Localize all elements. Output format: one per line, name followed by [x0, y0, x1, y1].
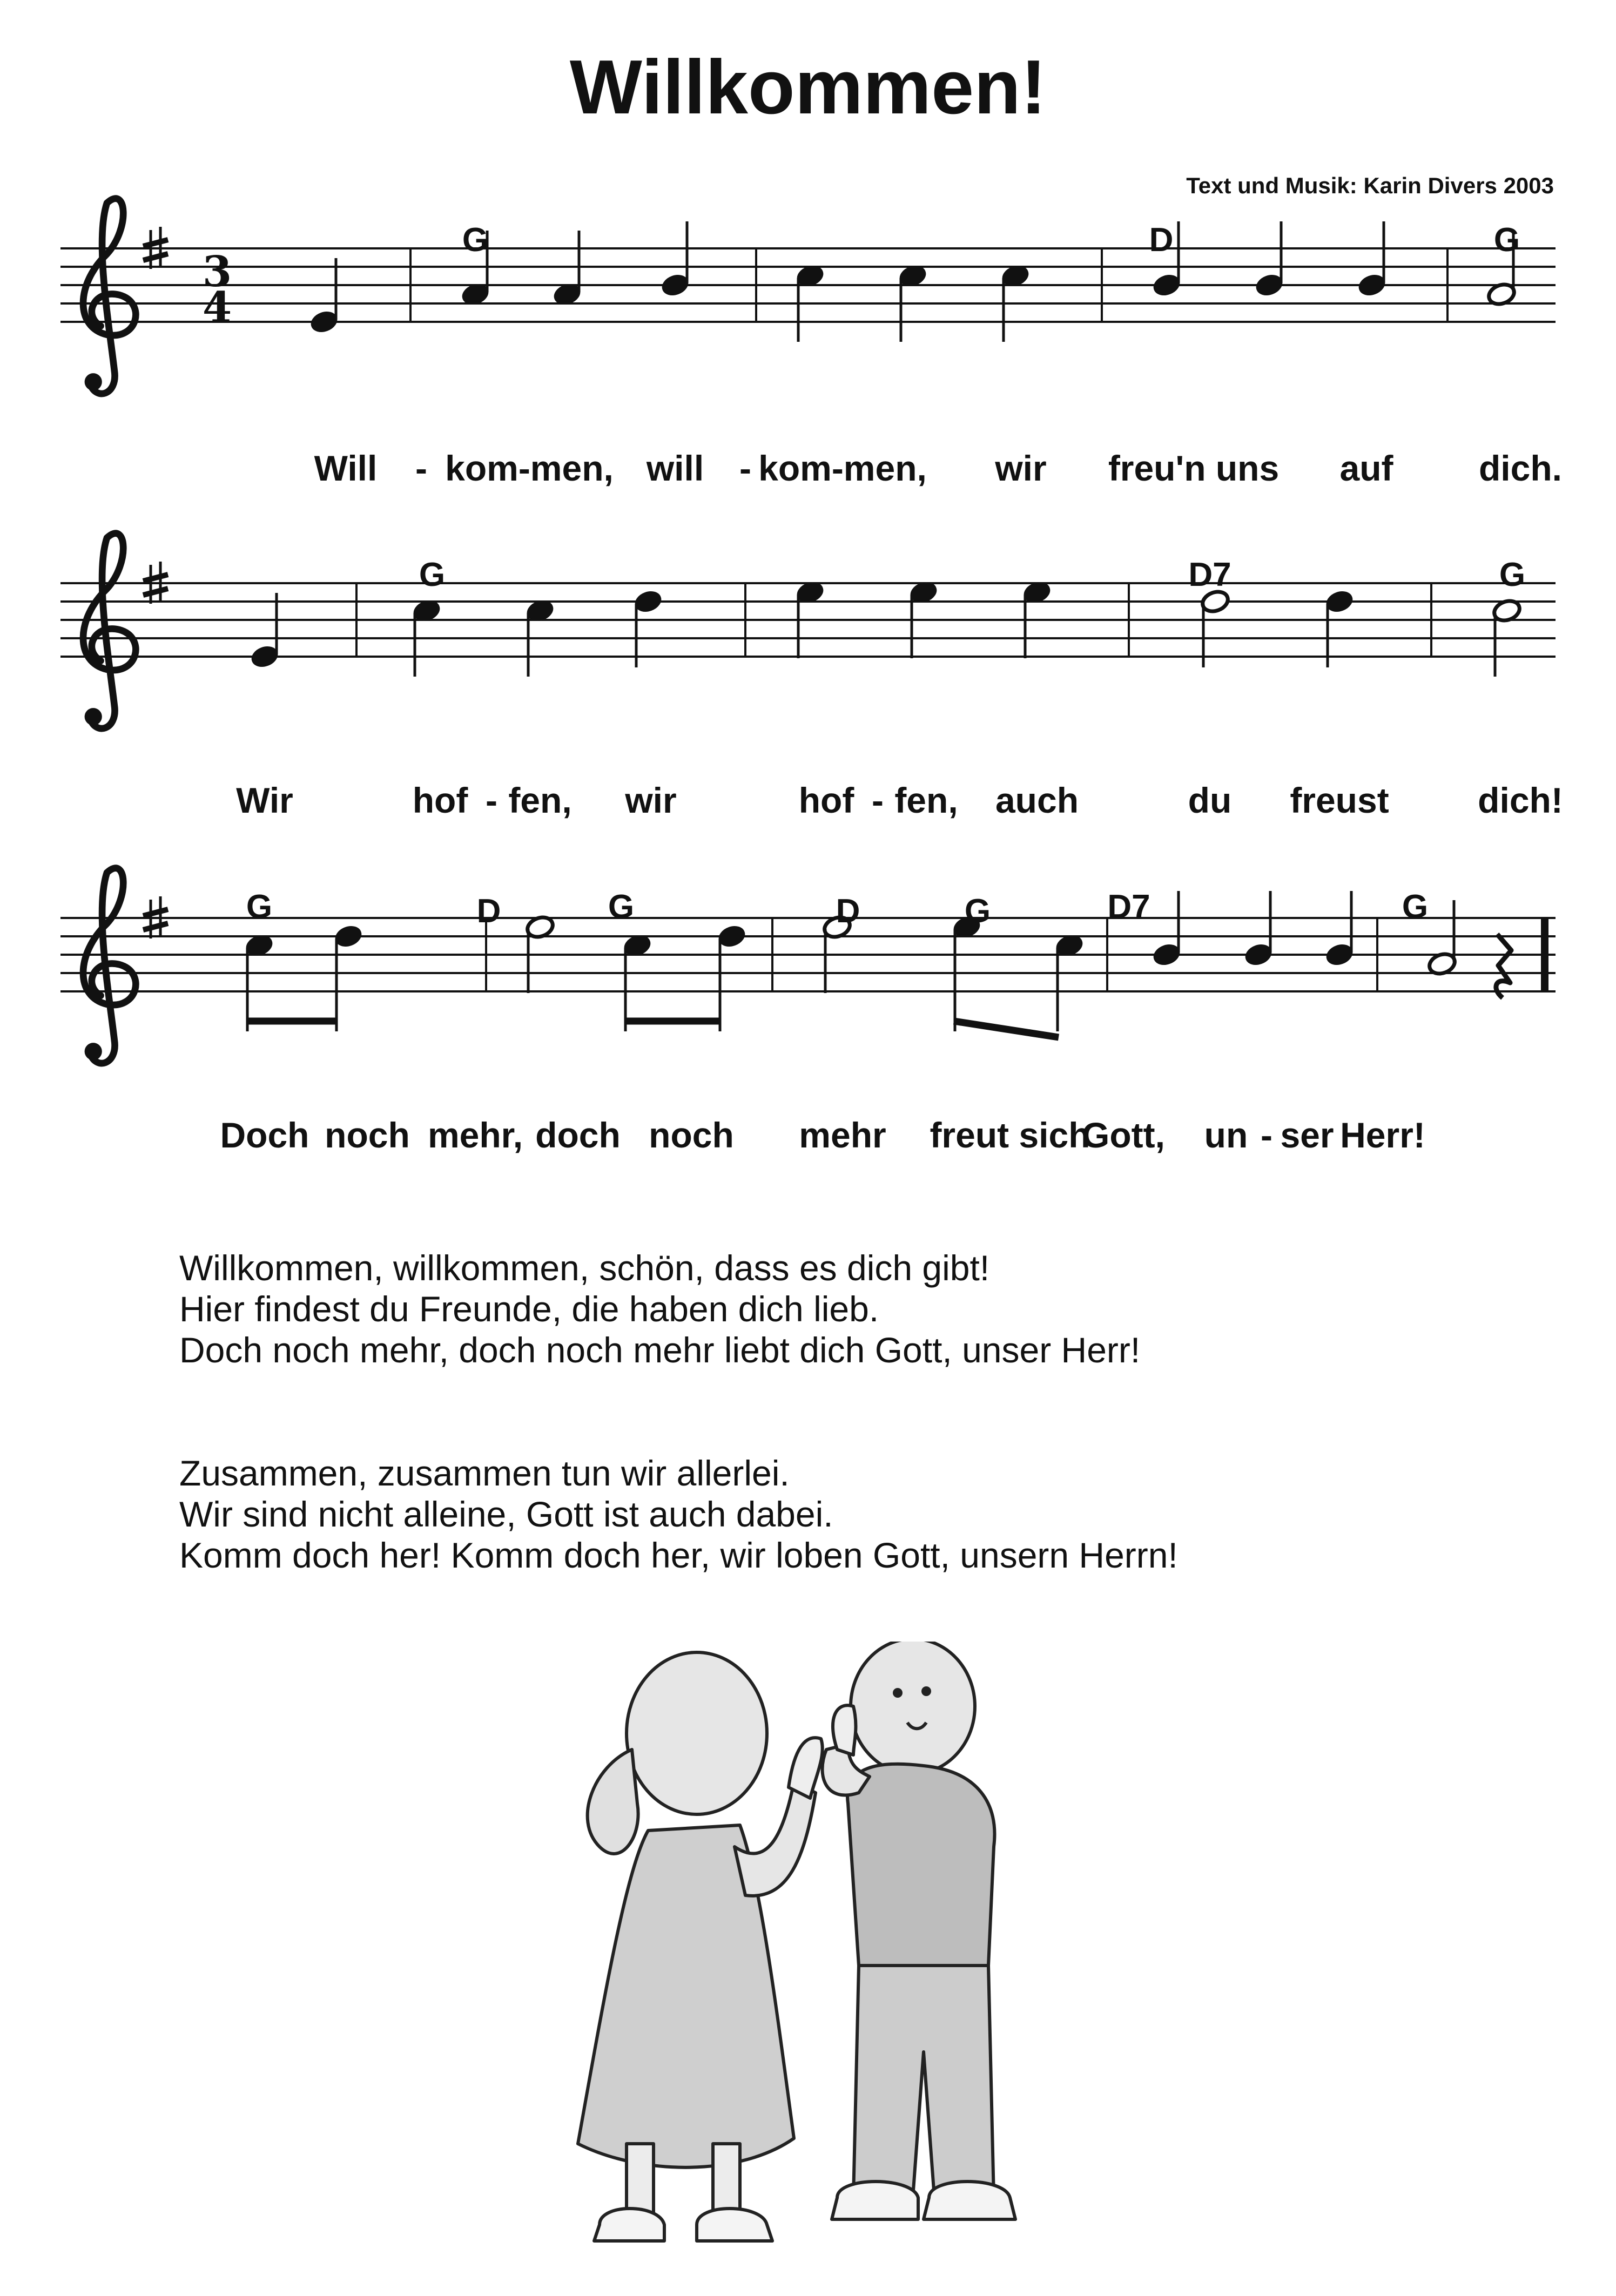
lyric-syllable: dich! — [1478, 780, 1563, 820]
verse-line: Zusammen, zusammen tun wir allerlei. — [179, 1453, 790, 1493]
verse-line: Doch noch mehr, doch noch mehr liebt dich Gott, unser Herr! — [179, 1330, 1141, 1370]
lyric-syllable: Wir — [236, 780, 293, 820]
lyric-syllable: kom-men, — [445, 448, 614, 488]
lyric-syllable: - — [415, 448, 427, 488]
lyric-syllable: - — [486, 780, 497, 820]
lyric-syllable: hof — [412, 780, 468, 820]
lyric-syllable: hof — [798, 780, 854, 820]
chord-symbol: G — [419, 556, 446, 593]
lyric-syllable: ser — [1280, 1115, 1334, 1155]
lyric-syllable: mehr — [799, 1115, 886, 1155]
lyric-syllable: - — [872, 780, 884, 820]
chord-symbol: G — [1493, 221, 1520, 259]
treble-clef-icon — [83, 199, 136, 394]
chord-symbol: G — [1402, 888, 1429, 926]
lyric-syllable: freut sich — [930, 1115, 1090, 1155]
lyric-syllable: wir — [995, 448, 1047, 488]
time-signature-lower: 4 — [202, 283, 232, 332]
lyric-syllable: Gott, — [1082, 1115, 1165, 1155]
lyric-syllable: Will — [314, 448, 378, 488]
lyric-syllable: dich. — [1478, 448, 1563, 488]
lyric-syllable: Doch — [220, 1115, 309, 1155]
lyric-syllable: kom-men, — [758, 448, 927, 488]
chord-symbol: G — [964, 893, 991, 930]
chord-symbol: D — [1149, 221, 1174, 259]
lyric-syllable: auf — [1339, 448, 1393, 488]
children-clapping-illustration — [535, 1642, 1075, 2268]
lyric-syllable: will — [646, 448, 704, 488]
quarter-rest-icon — [1496, 934, 1511, 998]
song-credit: Text und Musik: Karin Divers 2003 — [1186, 173, 1554, 198]
verse-line: Wir sind nicht alleine, Gott ist auch dabei. — [179, 1494, 833, 1534]
lyric-syllable: noch — [649, 1115, 734, 1155]
verse-line: Willkommen, willkommen, schön, dass es dich gibt! — [179, 1248, 990, 1288]
chord-symbol: D — [836, 893, 860, 930]
chord-symbol: G — [1499, 556, 1526, 593]
chord-symbol: D7 — [1107, 888, 1150, 926]
verse-2 — [179, 1247, 1140, 1370]
lyric-syllable: - — [739, 448, 751, 488]
lyric-syllable: - — [1261, 1115, 1272, 1155]
verse-3 — [179, 1453, 1178, 1576]
lyric-syllable: fen, — [894, 780, 958, 820]
chord-symbol: G — [608, 888, 635, 926]
lyric-syllable: freu'n uns — [1108, 448, 1280, 488]
lyric-syllable: auch — [995, 780, 1079, 820]
note-beam — [954, 1021, 1059, 1037]
song-title: Willkommen! — [569, 44, 1047, 130]
verse-line: Hier findest du Freunde, die haben dich lieb. — [179, 1289, 879, 1329]
lyric-syllable: un — [1204, 1115, 1248, 1155]
lyric-syllable: doch — [535, 1115, 621, 1155]
chord-symbol: D7 — [1188, 556, 1231, 593]
lyric-syllable: Herr! — [1340, 1115, 1425, 1155]
lyric-syllable: mehr, — [427, 1115, 523, 1155]
chord-symbol: G — [246, 888, 273, 926]
treble-clef-icon — [83, 534, 136, 728]
verse-line: Komm doch her! Komm doch her, wir loben Gott, unsern Herrn! — [179, 1535, 1178, 1575]
time-signature-upper: 3 — [202, 247, 232, 296]
treble-clef-icon — [83, 868, 136, 1063]
lyric-syllable: du — [1188, 780, 1232, 820]
lyric-syllable: wir — [625, 780, 677, 820]
chord-symbol: G — [462, 221, 489, 259]
lyric-syllable: noch — [325, 1115, 410, 1155]
lyric-syllable: freust — [1290, 780, 1389, 820]
chord-symbol: D — [476, 893, 501, 930]
lyric-syllable: fen, — [508, 780, 572, 820]
